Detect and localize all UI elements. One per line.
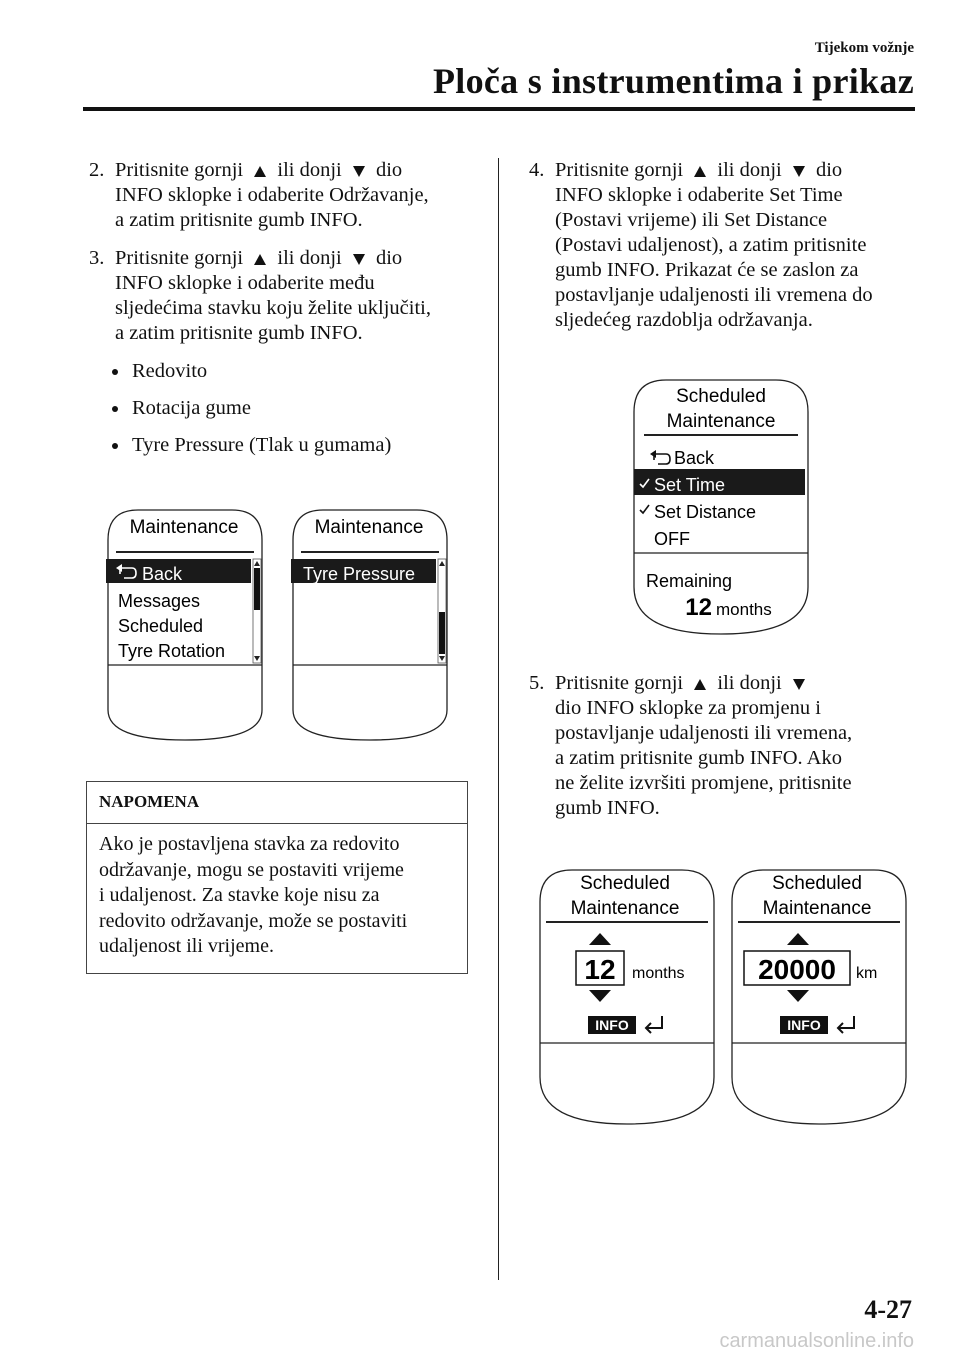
- note-title: NAPOMENA: [87, 782, 467, 824]
- screen-title: Maintenance: [762, 898, 872, 919]
- screen-title: Scheduled: [676, 386, 766, 407]
- step-text-line: gumb INFO. Prikazat će se zaslon za: [555, 259, 859, 281]
- step-5: [529, 671, 919, 821]
- step-text-line: a zatim pritisnite gumb INFO.: [115, 209, 363, 231]
- screen-title: Scheduled: [772, 873, 862, 894]
- menu-item: Tyre Rotation: [118, 641, 226, 661]
- up-triangle-icon: [694, 679, 706, 690]
- step-text-line: dio INFO sklopke za promjenu i: [555, 697, 821, 719]
- distance-value: 20000: [758, 954, 836, 985]
- screen-title: Maintenance: [129, 517, 239, 538]
- step-text-line: INFO sklopke i odaberite Set Time: [555, 184, 843, 206]
- column-divider: [498, 158, 499, 1280]
- step-text-line: Pritisnite gornji ili donji dio: [115, 247, 403, 269]
- bullet-item: Tyre Pressure (Tlak u gumama): [112, 433, 391, 458]
- bullet-item: Redovito: [112, 359, 207, 384]
- step-text-line: gumb INFO.: [555, 797, 660, 819]
- down-triangle-icon: [793, 679, 805, 690]
- header-divider: [83, 107, 915, 111]
- down-triangle-icon: [353, 166, 365, 177]
- step-text-line: INFO sklopke i odaberite među: [115, 272, 375, 294]
- step-number: 5.: [529, 672, 545, 694]
- time-unit: months: [632, 965, 685, 982]
- step-number: 3.: [89, 247, 105, 269]
- menu-item: Back: [142, 564, 183, 584]
- bullet-icon: [112, 443, 118, 449]
- set-time-screen: [532, 862, 722, 1132]
- menu-item: Scheduled: [118, 616, 204, 636]
- step-text-line: INFO sklopke i odaberite Održavanje,: [115, 184, 429, 206]
- down-triangle-icon: [353, 254, 365, 265]
- step-text-line: Pritisnite gornji ili donji: [529, 671, 919, 696]
- up-triangle-icon: [254, 166, 266, 177]
- bullet-icon: [112, 369, 118, 375]
- remaining-value: 12: [685, 594, 712, 621]
- step-4: [529, 158, 919, 333]
- distance-unit: km: [856, 965, 878, 982]
- watermark: carmanualsonline.info: [719, 1330, 914, 1352]
- screen-title: Maintenance: [666, 411, 776, 432]
- maintenance-menu-screen: [100, 500, 270, 750]
- remaining-label: Remaining: [646, 571, 733, 591]
- screen-title: Maintenance: [314, 517, 424, 538]
- step-number: 4.: [529, 159, 545, 181]
- section-label: Tijekom vožnje: [814, 40, 914, 56]
- menu-item: Tyre Pressure: [303, 564, 416, 584]
- step-text-line: sljedećeg razdoblja održavanja.: [555, 309, 813, 331]
- down-triangle-icon: [793, 166, 805, 177]
- set-distance-screen: [724, 862, 914, 1132]
- scheduled-maintenance-screen: [626, 372, 816, 642]
- step-text-line: postavljanje udaljenosti ili vremena do: [555, 284, 873, 306]
- time-value: 12: [584, 954, 616, 985]
- remaining-unit: months: [716, 600, 772, 619]
- step-3: [89, 246, 479, 346]
- scrollbar: [438, 559, 446, 663]
- bullet-item: Rotacija gume: [112, 396, 251, 421]
- screen-title: Maintenance: [570, 898, 680, 919]
- step-text-line: Pritisnite gornji ili donji dio: [115, 159, 403, 181]
- svg-text:INFO: INFO: [787, 1017, 821, 1033]
- maintenance-submenu-screen: [285, 500, 455, 750]
- step-text-line: ne želite izvršiti promjene, pritisnite: [555, 772, 852, 794]
- bullet-icon: [112, 406, 118, 412]
- step-text-line: (Postavi udaljenost), a zatim pritisnite: [555, 234, 867, 256]
- step-text-line: a zatim pritisnite gumb INFO.: [115, 322, 363, 344]
- up-triangle-icon: [254, 254, 266, 265]
- page-number: 4-27: [864, 1295, 912, 1324]
- step-text-line: Pritisnite gornji ili donji dio: [555, 159, 843, 181]
- menu-item: Back: [674, 448, 715, 468]
- up-triangle-icon: [694, 166, 706, 177]
- menu-item: OFF: [654, 529, 690, 549]
- step-text-line: (Postavi vrijeme) ili Set Distance: [555, 209, 828, 231]
- svg-text:INFO: INFO: [595, 1017, 629, 1033]
- menu-item: Set Time: [654, 475, 726, 495]
- step-text-line: sljedećima stavku koju želite uključiti,: [115, 297, 431, 319]
- step-text-line: postavljanje udaljenosti ili vremena,: [555, 722, 853, 744]
- step-text-line: a zatim pritisnite gumb INFO. Ako: [555, 747, 842, 769]
- menu-item: Messages: [118, 591, 201, 611]
- step-2: [89, 158, 479, 233]
- note-box: [86, 781, 468, 974]
- note-body: Ako je postavljena stavka za redovito održavanje, mogu se postaviti vrijeme i udaljenost. Za stavke koje nisu za redovito održavanje, može se postaviti udaljenost ili vrijeme.: [99, 833, 408, 957]
- menu-item: Set Distance: [654, 502, 757, 522]
- screen-title: Scheduled: [580, 873, 670, 894]
- scrollbar: [253, 559, 261, 663]
- step-number: 2.: [89, 159, 105, 181]
- page-title: Ploča s instrumentima i prikaz: [433, 61, 914, 101]
